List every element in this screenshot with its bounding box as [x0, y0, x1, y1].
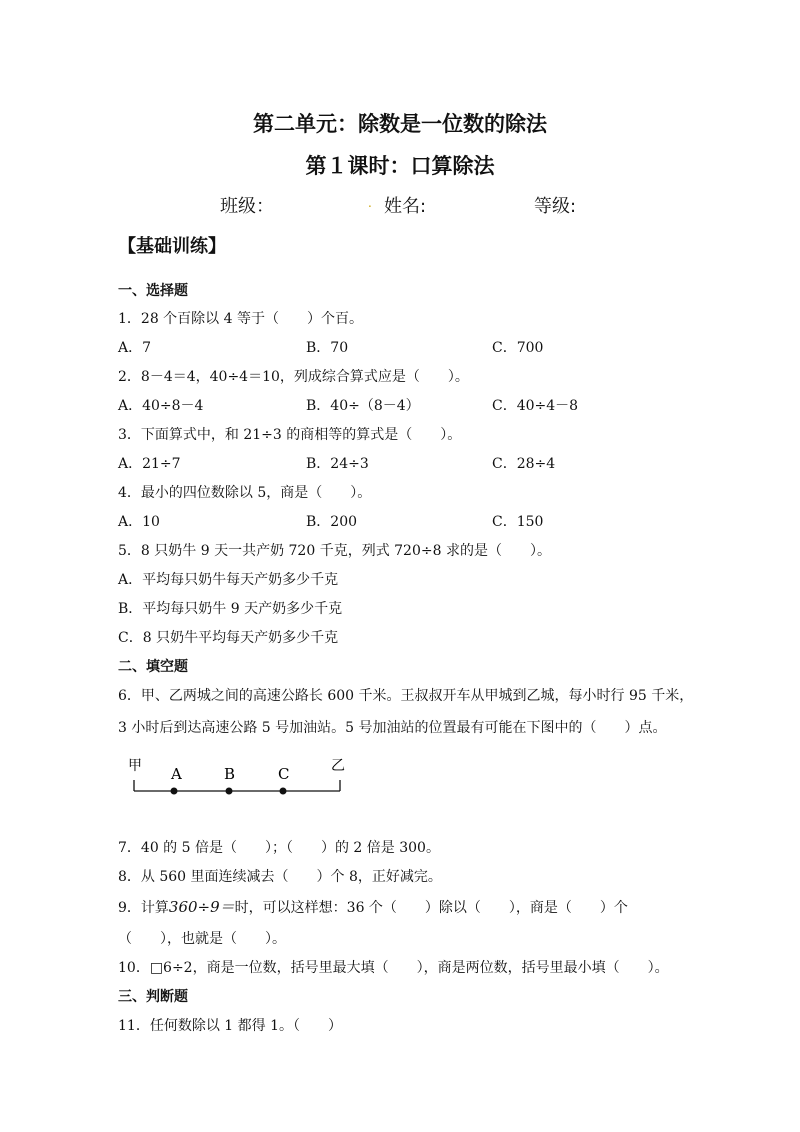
q1-option-c: C．700 [492, 340, 544, 356]
question-3: 3．下面算式中，和 21÷3 的商相等的算式是（ ）。 [118, 427, 462, 443]
question-4: 4．最小的四位数除以 5，商是（ ）。 [118, 485, 372, 501]
section-title: 【基础训练】 [118, 236, 226, 257]
part1-heading: 一、选择题 [118, 283, 188, 299]
point-c-dot [280, 788, 287, 795]
q9-prefix: 9．计算 [118, 900, 169, 916]
q5-option-c: C．8 只奶牛平均每天产奶多少千克 [118, 630, 339, 646]
q3-option-a: A．21÷7 [118, 456, 181, 472]
q4-option-c: C．150 [492, 514, 544, 530]
q3-option-b: B．24÷3 [306, 456, 369, 472]
q9-expression: 360÷9＝ [168, 898, 235, 916]
q2-option-b: B．40÷（8－4） [306, 398, 420, 414]
stray-mark: . [368, 196, 372, 210]
city-yi-label: 乙 [331, 758, 345, 774]
q1-option-b: B．70 [306, 340, 349, 356]
q2-option-a: A．40÷8－4 [118, 398, 204, 414]
point-c-label: C [278, 765, 290, 783]
part3-heading: 三、判断题 [118, 989, 188, 1005]
question-10: 10．□6÷2，商是一位数，括号里最大填（ ），商是两位数，括号里最小填（ ）。 [118, 960, 669, 976]
question-6-line-2: 3 小时后到达高速公路 5 号加油站。5 号加油站的位置最有可能在下图中的（ ）点。 [118, 720, 667, 736]
question-6-line-1: 6．甲、乙两城之间的高速公路长 600 千米。王叔叔开车从甲城到乙城，每小时行 95 千米， [118, 688, 694, 704]
point-b-dot [226, 788, 233, 795]
name-label: 姓名: [384, 196, 427, 217]
point-b-label: B [224, 765, 236, 783]
city-jia-label: 甲 [128, 758, 142, 774]
page-title: 第二单元：除数是一位数的除法 [253, 111, 547, 136]
grade-label: 等级: [534, 196, 577, 217]
question-9-line-2: （ ），也就是（ ）。 [118, 931, 286, 947]
question-8: 8．从 560 里面连续减去（ ）个 8，正好减完。 [118, 869, 442, 885]
question-1: 1．28 个百除以 4 等于（ ）个百。 [118, 311, 363, 327]
lesson-subtitle: 第１课时：口算除法 [305, 153, 495, 178]
question-5: 5．8 只奶牛 9 天一共产奶 720 千克，列式 720÷8 求的是（ ）。 [118, 543, 551, 559]
road-diagram [118, 752, 358, 802]
q4-option-b: B．200 [306, 514, 358, 530]
q1-option-a: A．7 [118, 340, 152, 356]
q9-rest: 时，可以这样想：36 个（ ）除以（ ），商是（ ）个 [234, 900, 628, 916]
question-11: 11．任何数除以 1 都得 1。（ ） [118, 1018, 342, 1034]
q5-option-a: A．平均每只奶牛每天产奶多少千克 [118, 572, 339, 588]
q5-option-b: B．平均每只奶牛 9 天产奶多少千克 [118, 601, 343, 617]
question-9-line-1 [118, 896, 628, 917]
point-a-label: A [171, 765, 182, 783]
class-label: 班级： [220, 196, 274, 217]
question-2: 2．8－4＝4，40÷4＝10，列成综合算式应是（ ）。 [118, 369, 469, 385]
q3-option-c: C．28÷4 [492, 456, 556, 472]
point-a-dot [171, 788, 178, 795]
q2-option-c: C．40÷4－8 [492, 398, 579, 414]
question-7: 7．40 的 5 倍是（ ）；（ ）的 2 倍是 300。 [118, 840, 440, 856]
part2-heading: 二、填空题 [118, 659, 188, 675]
q4-option-a: A．10 [118, 514, 160, 530]
